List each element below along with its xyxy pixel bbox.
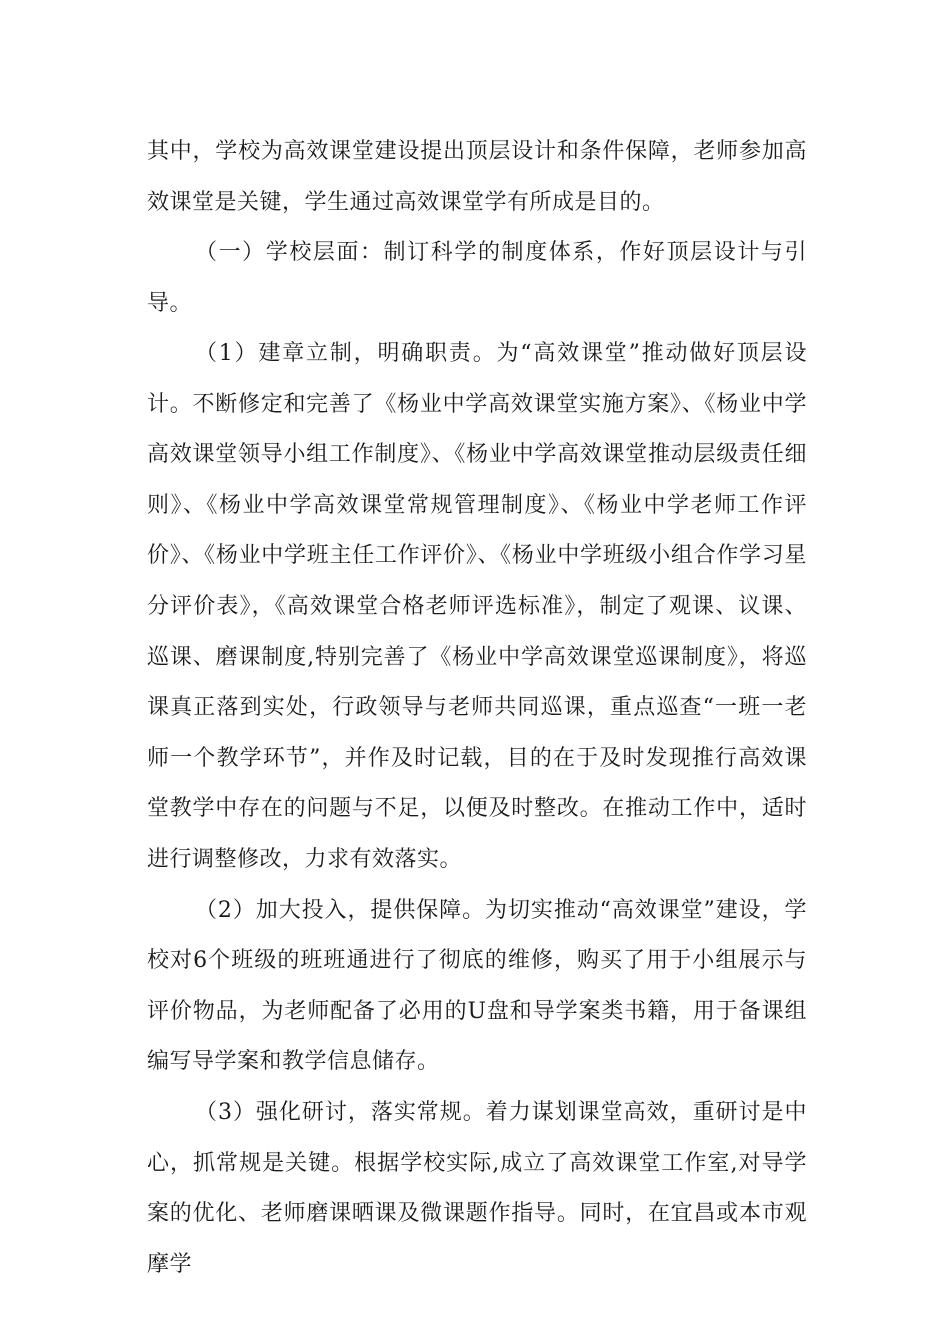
paragraph-intro: 其中，学校为高效课堂建设提出顶层设计和条件保障，老师参加高效课堂是关键，学生通过高效课堂学有所成是目的。 — [147, 139, 807, 215]
section-heading-school-level: （一）学校层面：制订科学的制度体系，作好顶层设计与引导。 — [147, 240, 807, 316]
document-top-section — [147, 127, 807, 329]
paragraph-item-1: （1）建章立制，明确职责。为“高效课堂”推动做好顶层设计。不断修定和完善了《杨业中学高效课堂实施方案》、《杨业中学高效课堂领导小组工作制度》、《杨业中学高效课堂推动层级责任细则》、《杨业中学高效课堂常规管理制度》、《杨业中学老师工作评价》、《杨业中学班主任工作评价》、《杨业中学班级小组合作学习星分评价表》，《高效课堂合格老师评选标准》，制定了观课、议课、巡课、磨课制度,特别完善了《杨业中学高效课堂巡课制度》，将巡课真正落到实处，行政领导与老师共同巡课，重点巡查“一班一老师一个教学环节”，并作及时记载，目的在于及时发现推行高效课堂教学中存在的问题与不足，以便及时整改。在推动工作中，适时进行调整修改，力求有效落实。 — [147, 341, 807, 872]
document-main-section — [147, 329, 807, 1290]
paragraph-item-2: （2）加大投入，提供保障。为切实推动“高效课堂”建设，学校对6个班级的班班通进行了彻底的维修，购买了用于小组展示与评价物品，为老师配备了必用的U盘和导学案类书籍，用于备课组编写导学案和教学信息储存。 — [147, 897, 807, 1075]
paragraph-item-3: （3）强化研讨，落实常规。着力谋划课堂高效，重研讨是中心，抓常规是关键。根据学校实际,成立了高效课堂工作室,对导学案的优化、老师磨课晒课及微课题作指导。同时，在宜昌或本市观摩学 — [147, 1099, 807, 1277]
